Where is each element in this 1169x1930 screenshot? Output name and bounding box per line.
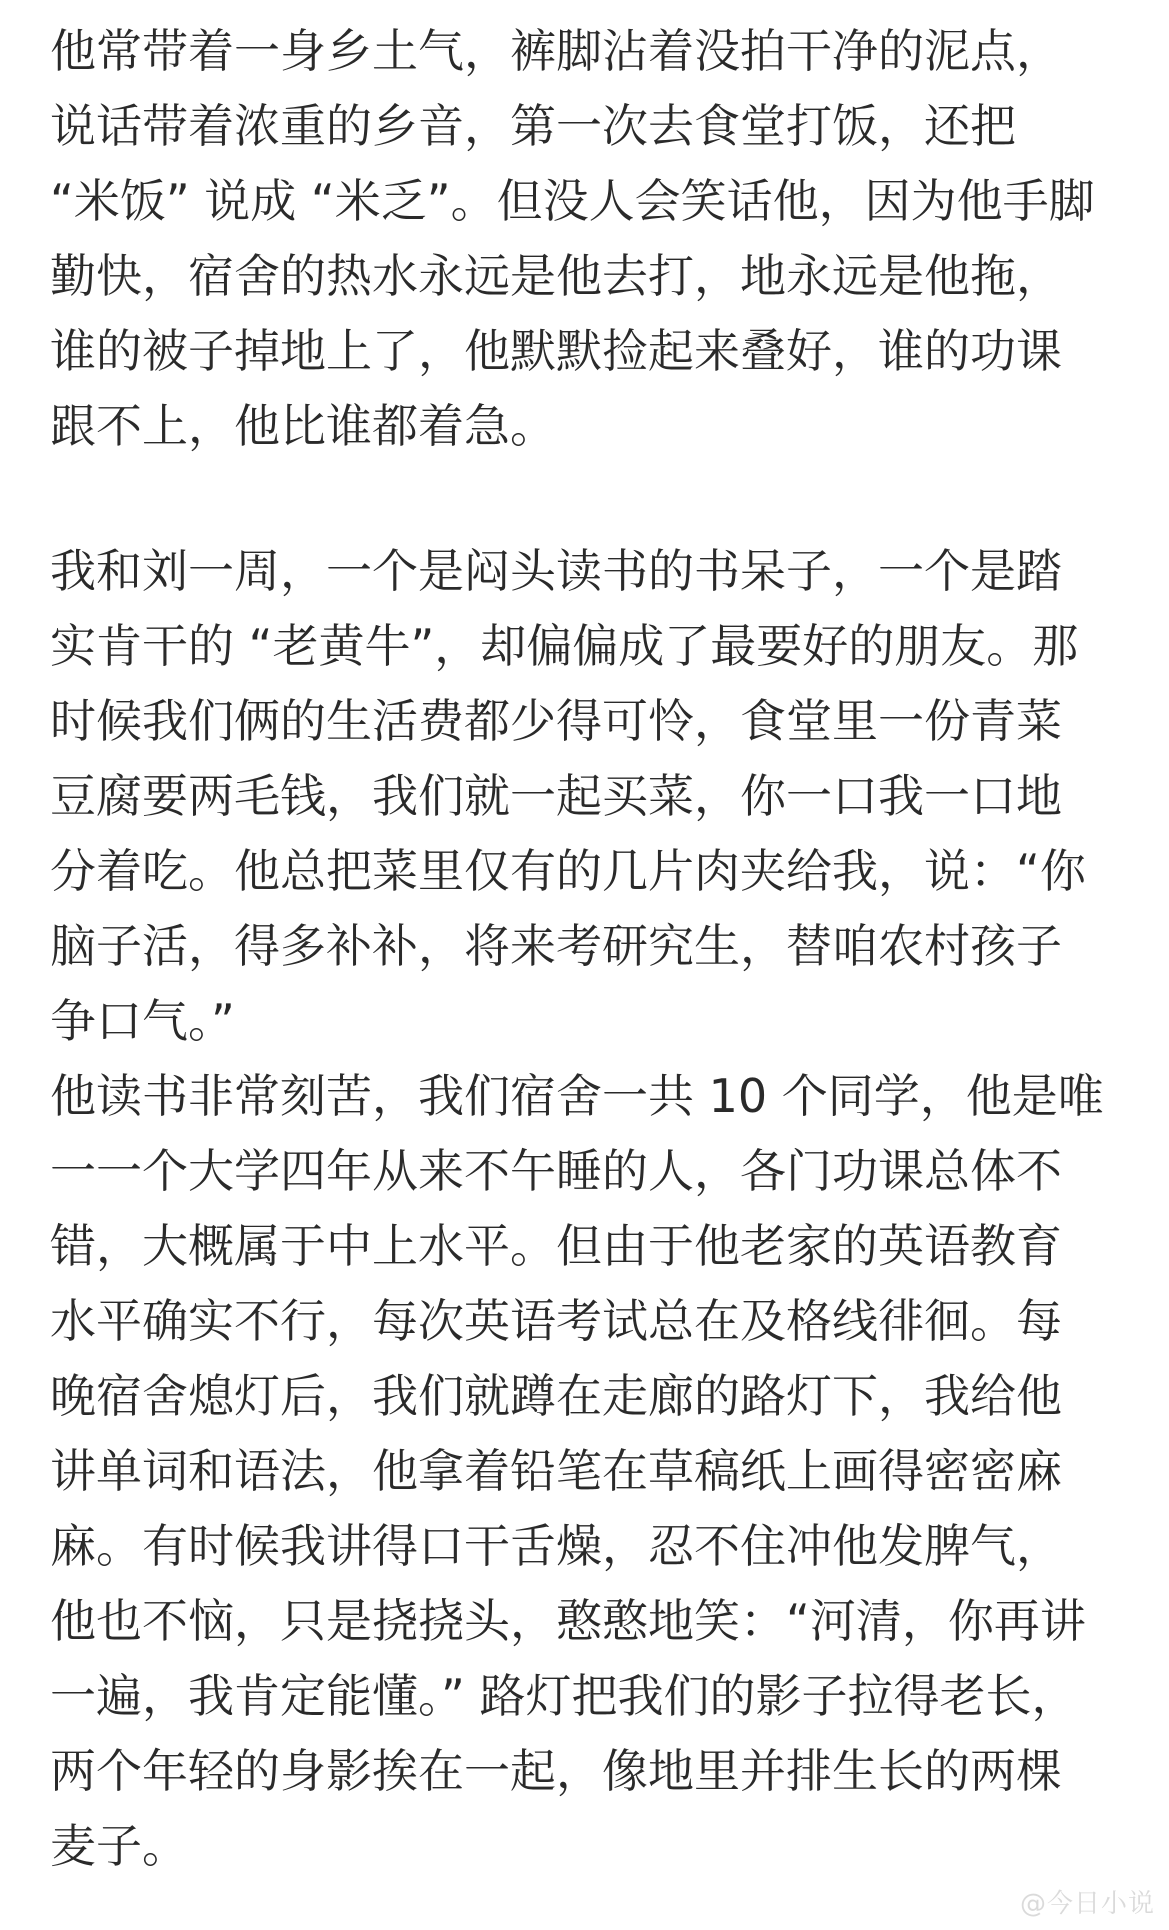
paragraph-2-line: 实肯干的 “老黄牛”，却偏偏成了最要好的朋友。那 (50, 619, 1079, 673)
paragraph-2-line: 我和刘一周，一个是闷头读书的书呆子，一个是踏 (50, 544, 1062, 598)
paragraph-3-line: 他读书非常刻苦，我们宿舍一共 10 个同学，他是唯 (50, 1069, 1104, 1123)
paragraph-1 (50, 14, 1130, 464)
paragraph-1-line: 勤快，宿舍的热水永远是他去打，地永远是他拖， (50, 249, 1062, 303)
paragraph-2-line: 时候我们俩的生活费都少得可怜，食堂里一份青菜 (50, 694, 1062, 748)
paragraph-3-line: 两个年轻的身影挨在一起，像地里并排生长的两棵 (50, 1744, 1062, 1798)
paragraph-1-line: 谁的被子掉地上了，他默默捡起来叠好，谁的功课 (50, 324, 1062, 378)
paragraph-3-line: 麻。有时候我讲得口干舌燥，忍不住冲他发脾气， (50, 1519, 1062, 1573)
paragraph-3-line: 水平确实不行，每次英语考试总在及格线徘徊。每 (50, 1294, 1062, 1348)
paragraph-3-line: 麦子。 (50, 1819, 188, 1873)
paragraph-3-line: 错，大概属于中上水平。但由于他老家的英语教育 (50, 1219, 1062, 1273)
paragraph-3-line: 一遍，我肯定能懂。” 路灯把我们的影子拉得老长， (50, 1669, 1078, 1723)
paragraph-3-line: 他也不恼，只是挠挠头，憨憨地笑：“河清，你再讲 (50, 1594, 1086, 1648)
paragraph-3-line: 一一个大学四年从来不午睡的人，各门功课总体不 (50, 1144, 1062, 1198)
paragraph-1-line: 他常带着一身乡土气，裤脚沾着没拍干净的泥点， (50, 24, 1062, 78)
paragraph-1-line: 说话带着浓重的乡音，第一次去食堂打饭，还把 (50, 99, 1016, 153)
paragraph-1-line: “米饭” 说成 “米乏”。但没人会笑话他，因为他手脚 (50, 174, 1095, 228)
paragraph-2-line: 脑子活，得多补补，将来考研究生，替咱农村孩子 (50, 919, 1062, 973)
paragraph-3-line: 讲单词和语法，他拿着铅笔在草稿纸上画得密密麻 (50, 1444, 1062, 1498)
paragraph-2-line: 争口气。” (50, 994, 235, 1048)
paragraph-1-line: 跟不上，他比谁都着急。 (50, 399, 556, 453)
watermark-text: @今日小说 (1019, 1889, 1155, 1919)
paragraph-2-3 (50, 534, 1130, 1884)
paragraph-3-line: 晚宿舍熄灯后，我们就蹲在走廊的路灯下，我给他 (50, 1369, 1062, 1423)
paragraph-2-line: 豆腐要两毛钱，我们就一起买菜，你一口我一口地 (50, 769, 1062, 823)
paragraph-2-line: 分着吃。他总把菜里仅有的几片肉夹给我，说：“你 (50, 844, 1086, 898)
